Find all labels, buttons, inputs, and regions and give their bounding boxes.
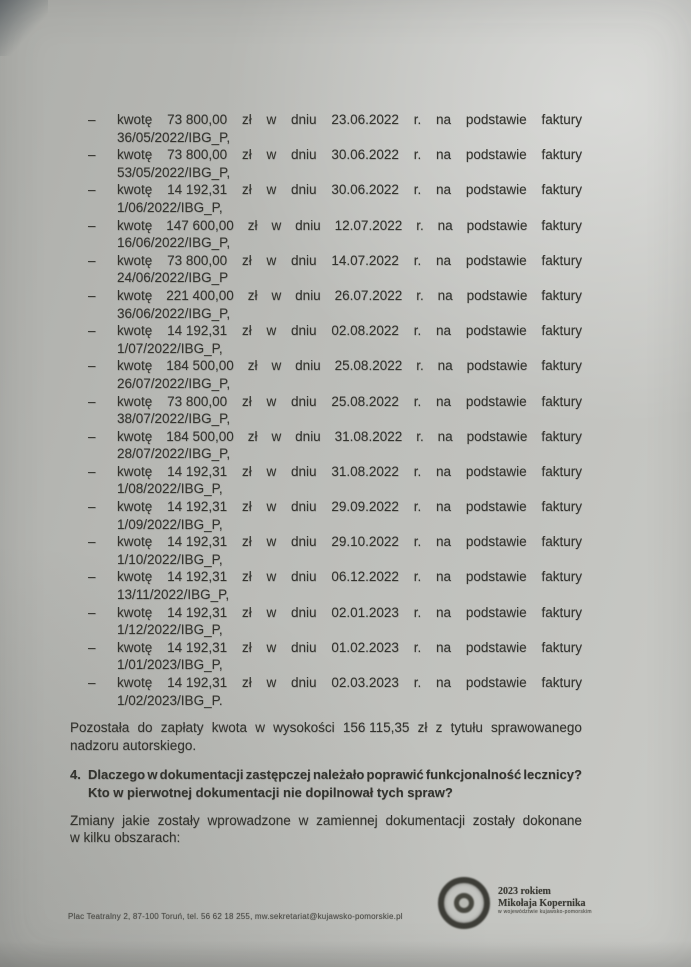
- word: faktury: [541, 393, 582, 409]
- word: w: [266, 534, 277, 550]
- word: r.: [413, 463, 422, 479]
- word: kwotę: [117, 393, 153, 409]
- payment-line: [117, 181, 582, 199]
- word: wprowadzone: [207, 812, 291, 828]
- word: dniu: [291, 393, 317, 409]
- word: dniu: [291, 675, 317, 690]
- word: 14 192,31: [167, 499, 228, 515]
- word: jakie: [122, 812, 150, 828]
- invoice-number: 13/11/2022/IBG_P,: [117, 587, 230, 603]
- word: faktury: [541, 112, 582, 127]
- list-dash-marker: –: [88, 252, 96, 268]
- word: 29.10.2022: [331, 534, 399, 550]
- word: kwotę: [117, 182, 153, 198]
- word: faktury: [541, 675, 582, 690]
- word: na: [437, 358, 453, 374]
- word: faktury: [541, 323, 582, 339]
- word: podstawie: [465, 675, 527, 690]
- word: r.: [413, 675, 422, 690]
- word: należało: [312, 767, 365, 783]
- list-dash-marker: –: [88, 182, 96, 198]
- invoice-number: 26/07/2022/IBG_P,: [117, 375, 231, 391]
- word: w: [266, 569, 277, 585]
- payment-line: [117, 639, 582, 657]
- word: r.: [413, 182, 422, 198]
- word: kwotę: [117, 675, 153, 690]
- word: podstawie: [465, 569, 527, 585]
- word: w: [266, 604, 277, 620]
- word: 12.07.2022: [334, 217, 403, 233]
- word: zł: [417, 720, 428, 736]
- photo-bottom-shadow: [0, 941, 691, 967]
- question-line: [88, 766, 582, 784]
- word: 30.06.2022: [331, 182, 399, 198]
- word: zostały: [157, 812, 200, 828]
- word: w: [266, 112, 277, 127]
- logo-caption-region: w województwie kujawsko-pomorskim: [498, 909, 592, 915]
- word: 02.03.2023: [331, 675, 399, 690]
- word: faktury: [541, 534, 582, 550]
- word: 14 192,31: [167, 569, 228, 585]
- word: zł: [241, 499, 252, 515]
- word: wysokości: [273, 720, 335, 736]
- word: r.: [413, 393, 422, 409]
- word: zł: [247, 428, 258, 444]
- logo-caption: [498, 886, 592, 916]
- word: na: [436, 252, 452, 268]
- word: funkcjonalność: [425, 767, 522, 783]
- word: kwotę: [117, 323, 153, 339]
- word: kwotę: [117, 252, 153, 268]
- word: dniu: [291, 147, 317, 163]
- word: r.: [416, 287, 424, 303]
- word: na: [436, 323, 452, 339]
- word: na: [436, 639, 452, 655]
- word: zastępczej: [245, 767, 311, 783]
- word: 29.09.2022: [331, 499, 399, 515]
- question-number: 4.: [70, 767, 81, 783]
- invoice-number: 28/07/2022/IBG_P,: [117, 446, 231, 462]
- list-dash-marker: –: [88, 675, 96, 690]
- invoice-number: 53/05/2022/IBG_P,: [117, 164, 231, 180]
- invoice-number: 36/06/2022/IBG_P,: [117, 305, 231, 321]
- payment-item: [70, 393, 582, 428]
- list-dash-marker: –: [88, 569, 96, 585]
- word: na: [437, 287, 453, 303]
- word: podstawie: [466, 428, 528, 444]
- list-dash-marker: –: [88, 499, 96, 515]
- word: na: [436, 112, 452, 127]
- logo-caption-name: Mikołaja Kopernika: [498, 897, 586, 909]
- word: 147 600,00: [166, 217, 234, 233]
- word: zostały: [472, 812, 515, 828]
- payment-line: [117, 217, 582, 235]
- word: dniu: [291, 639, 317, 655]
- payment-item: [70, 357, 582, 392]
- word: dniu: [291, 463, 317, 479]
- word: Dlaczego: [88, 767, 146, 783]
- word: na: [437, 428, 453, 444]
- word: podstawie: [465, 604, 527, 620]
- word: w: [271, 428, 282, 444]
- word: kwotę: [117, 112, 153, 127]
- word: do: [137, 720, 153, 736]
- word: na: [436, 393, 452, 409]
- word: na: [436, 147, 452, 163]
- word: na: [436, 499, 452, 515]
- word: r.: [416, 217, 424, 233]
- payment-line: [117, 322, 582, 340]
- word: dokumentacji: [385, 812, 465, 828]
- word: dniu: [291, 252, 317, 268]
- word: podstawie: [465, 393, 527, 409]
- word: r.: [413, 499, 422, 515]
- word: 14 192,31: [167, 604, 228, 620]
- payment-line: [117, 674, 582, 692]
- word: faktury: [541, 287, 582, 303]
- payment-line: [117, 287, 582, 305]
- payment-item: [70, 322, 582, 357]
- paragraph-line: nadzoru autorskiego.: [70, 737, 197, 753]
- word: zł: [241, 252, 252, 268]
- word: podstawie: [466, 217, 528, 233]
- word: 14 192,31: [167, 534, 228, 550]
- changes-paragraph: [70, 812, 582, 847]
- word: 73 800,00: [167, 112, 228, 127]
- word: r.: [413, 639, 422, 655]
- invoice-number: 1/01/2023/IBG_P,: [117, 657, 223, 673]
- word: w: [266, 182, 277, 198]
- word: kwota: [211, 720, 247, 736]
- word: 23.06.2022: [331, 112, 399, 127]
- word: kwotę: [117, 428, 153, 444]
- invoice-number: 1/09/2022/IBG_P,: [117, 516, 223, 532]
- word: 31.08.2022: [334, 428, 403, 444]
- word: zł: [241, 604, 252, 620]
- list-dash-marker: –: [88, 147, 96, 163]
- paragraph-line: w kilku obszarach:: [70, 830, 181, 846]
- word: r.: [413, 323, 422, 339]
- payment-item: [70, 604, 582, 639]
- word: r.: [413, 534, 422, 550]
- list-dash-marker: –: [88, 428, 96, 444]
- kopernik-anniversary-logo: [438, 877, 490, 929]
- word: w: [255, 720, 265, 736]
- word: dniu: [295, 287, 321, 303]
- word: w: [266, 639, 277, 655]
- word: podstawie: [465, 182, 527, 198]
- word: 02.08.2022: [331, 323, 399, 339]
- payment-item: [70, 568, 582, 603]
- payment-item: [70, 463, 582, 498]
- word: dniu: [291, 323, 317, 339]
- word: w: [271, 287, 282, 303]
- list-dash-marker: –: [88, 287, 96, 303]
- word: r.: [413, 112, 422, 127]
- word: dniu: [291, 569, 317, 585]
- word: 184 500,00: [166, 358, 234, 374]
- word: na: [436, 463, 452, 479]
- payment-item: [70, 639, 582, 674]
- payment-item: [70, 498, 582, 533]
- list-dash-marker: –: [88, 463, 96, 479]
- invoice-number: 1/06/2022/IBG_P,: [117, 199, 223, 215]
- word: r.: [413, 604, 422, 620]
- word: kwotę: [117, 499, 153, 515]
- list-dash-marker: –: [88, 534, 96, 550]
- word: 25.08.2022: [331, 393, 399, 409]
- word: 14 192,31: [167, 675, 228, 690]
- payment-item: [70, 533, 582, 568]
- word: kwotę: [117, 463, 153, 479]
- payment-line: [117, 568, 582, 586]
- word: w: [298, 812, 309, 828]
- word: tytułu: [450, 720, 483, 736]
- word: faktury: [541, 428, 582, 444]
- word: zł: [247, 217, 258, 233]
- invoice-number: 38/07/2022/IBG_P,: [117, 411, 231, 427]
- payment-item: [70, 252, 582, 287]
- payment-line: [117, 111, 582, 129]
- word: na: [436, 569, 452, 585]
- list-dash-marker: –: [88, 217, 96, 233]
- word: faktury: [541, 182, 582, 198]
- word: sprawowanego: [491, 720, 582, 736]
- word: faktury: [541, 604, 582, 620]
- word: zł: [241, 147, 252, 163]
- word: kwotę: [117, 604, 153, 620]
- word: r.: [416, 428, 424, 444]
- word: podstawie: [465, 323, 527, 339]
- word: 31.08.2022: [331, 463, 399, 479]
- word: dniu: [291, 499, 317, 515]
- word: zł: [241, 675, 252, 690]
- word: 14 192,31: [167, 182, 228, 198]
- word: faktury: [541, 147, 582, 163]
- word: 06.12.2022: [331, 569, 399, 585]
- word: faktury: [541, 358, 582, 374]
- word: 14 192,31: [167, 639, 228, 655]
- payments-list: [70, 111, 582, 709]
- word: kwotę: [117, 358, 153, 374]
- payment-line: [117, 533, 582, 551]
- payment-item: [70, 287, 582, 322]
- payment-line: [117, 146, 582, 164]
- word: w: [271, 358, 282, 374]
- word: 73 800,00: [167, 252, 228, 268]
- payment-line: [117, 463, 582, 481]
- word: faktury: [541, 639, 582, 655]
- payment-item: [70, 674, 582, 709]
- invoice-number: 1/08/2022/IBG_P,: [117, 481, 223, 497]
- remaining-amount-paragraph: [70, 719, 582, 754]
- word: zł: [241, 639, 252, 655]
- payment-item: [70, 146, 582, 181]
- payment-line: [117, 393, 582, 411]
- word: dniu: [291, 112, 317, 127]
- word: na: [436, 604, 452, 620]
- invoice-number: 16/06/2022/IBG_P,: [117, 235, 231, 251]
- word: na: [436, 182, 452, 198]
- word: faktury: [541, 217, 582, 233]
- word: 14 192,31: [167, 463, 228, 479]
- word: r.: [413, 252, 422, 268]
- word: r.: [413, 147, 422, 163]
- paragraph-line: [70, 812, 582, 830]
- word: podstawie: [466, 358, 528, 374]
- word: r.: [416, 358, 424, 374]
- invoice-number: 1/02/2023/IBG_P.: [117, 692, 223, 708]
- word: w: [266, 252, 277, 268]
- word: w: [266, 393, 277, 409]
- payment-line: [117, 498, 582, 516]
- word: Pozostała: [70, 720, 130, 736]
- word: kwotę: [117, 569, 153, 585]
- footer-address: Plac Teatralny 2, 87-100 Toruń, tel. 56 62 18 255, mw.sekretariat@kujawsko-pomorskie.pl: [68, 912, 403, 921]
- word: na: [436, 675, 452, 690]
- word: poprawić: [366, 767, 424, 783]
- word: na: [436, 534, 452, 550]
- photo-corner-shadow: [0, 0, 48, 56]
- word: zł: [241, 393, 252, 409]
- question-line: Kto w pierwotnej dokumentacji nie dopilnował tych spraw?: [88, 784, 453, 800]
- word: faktury: [541, 463, 582, 479]
- word: kwotę: [117, 639, 153, 655]
- word: na: [437, 217, 453, 233]
- word: dniu: [295, 358, 321, 374]
- word: kwotę: [117, 534, 153, 550]
- payment-line: [117, 604, 582, 622]
- word: zamiennej: [316, 812, 378, 828]
- word: w: [266, 463, 277, 479]
- word: w: [266, 675, 277, 690]
- word: 30.06.2022: [331, 147, 399, 163]
- word: zł: [247, 358, 258, 374]
- word: 221 400,00: [166, 287, 234, 303]
- list-dash-marker: –: [88, 393, 96, 409]
- word: w: [266, 147, 277, 163]
- payment-item: [70, 428, 582, 463]
- paragraph-line: [70, 719, 582, 737]
- payment-item: [70, 217, 582, 252]
- word: podstawie: [465, 534, 527, 550]
- word: kwotę: [117, 217, 153, 233]
- logo-caption-year: 2023 rokiem: [498, 886, 551, 897]
- word: 14.07.2022: [331, 252, 399, 268]
- list-dash-marker: –: [88, 323, 96, 339]
- payment-item: [70, 181, 582, 216]
- page-text-block: [70, 111, 582, 847]
- word: 184 500,00: [166, 428, 234, 444]
- word: dniu: [291, 604, 317, 620]
- word: w: [266, 323, 277, 339]
- word: faktury: [541, 252, 582, 268]
- word: podstawie: [465, 147, 527, 163]
- payment-line: [117, 252, 582, 270]
- invoice-number: 36/05/2022/IBG_P,: [117, 129, 231, 145]
- list-dash-marker: –: [88, 358, 96, 374]
- word: podstawie: [465, 112, 527, 127]
- word: kwotę: [117, 287, 153, 303]
- word: lecznicy?: [523, 767, 582, 783]
- word: dokumentacji: [159, 767, 244, 783]
- invoice-number: 1/07/2022/IBG_P,: [117, 340, 223, 356]
- list-dash-marker: –: [88, 639, 96, 655]
- word: podstawie: [465, 252, 527, 268]
- payment-line: [117, 357, 582, 375]
- word: w: [271, 217, 282, 233]
- word: 26.07.2022: [334, 287, 403, 303]
- word: zł: [241, 182, 252, 198]
- list-dash-marker: –: [88, 604, 96, 620]
- word: 25.08.2022: [334, 358, 403, 374]
- word: zł: [241, 323, 252, 339]
- word: zł: [241, 534, 252, 550]
- payment-item: [70, 111, 582, 146]
- word: podstawie: [465, 463, 527, 479]
- word: podstawie: [465, 499, 527, 515]
- word: zł: [241, 569, 252, 585]
- list-dash-marker: –: [88, 112, 96, 127]
- word: 01.02.2023: [331, 639, 399, 655]
- word: dniu: [291, 534, 317, 550]
- word: dniu: [295, 217, 321, 233]
- payment-line: [117, 428, 582, 446]
- word: 156 115,35: [342, 720, 410, 736]
- word: 14 192,31: [167, 323, 228, 339]
- invoice-number: 24/06/2022/IBG_P: [117, 270, 229, 286]
- word: z: [435, 720, 443, 736]
- word: zł: [241, 112, 252, 127]
- word: w: [147, 767, 158, 783]
- word: zapłaty: [160, 720, 204, 736]
- word: 73 800,00: [167, 147, 228, 163]
- word: kwotę: [117, 147, 153, 163]
- word: zł: [247, 287, 258, 303]
- word: faktury: [541, 499, 582, 515]
- word: 02.01.2023: [331, 604, 399, 620]
- question-4: [70, 766, 582, 801]
- word: Zmiany: [70, 812, 115, 828]
- invoice-number: 1/12/2022/IBG_P,: [117, 622, 223, 638]
- word: dokonane: [522, 812, 582, 828]
- word: podstawie: [465, 639, 527, 655]
- word: zł: [241, 463, 252, 479]
- logo-inner-ring-icon: [454, 893, 474, 913]
- word: podstawie: [466, 287, 528, 303]
- word: w: [266, 499, 277, 515]
- word: dniu: [295, 428, 321, 444]
- word: dniu: [291, 182, 317, 198]
- word: faktury: [541, 569, 582, 585]
- word: r.: [413, 569, 422, 585]
- invoice-number: 1/10/2022/IBG_P,: [117, 551, 223, 567]
- word: 73 800,00: [167, 393, 228, 409]
